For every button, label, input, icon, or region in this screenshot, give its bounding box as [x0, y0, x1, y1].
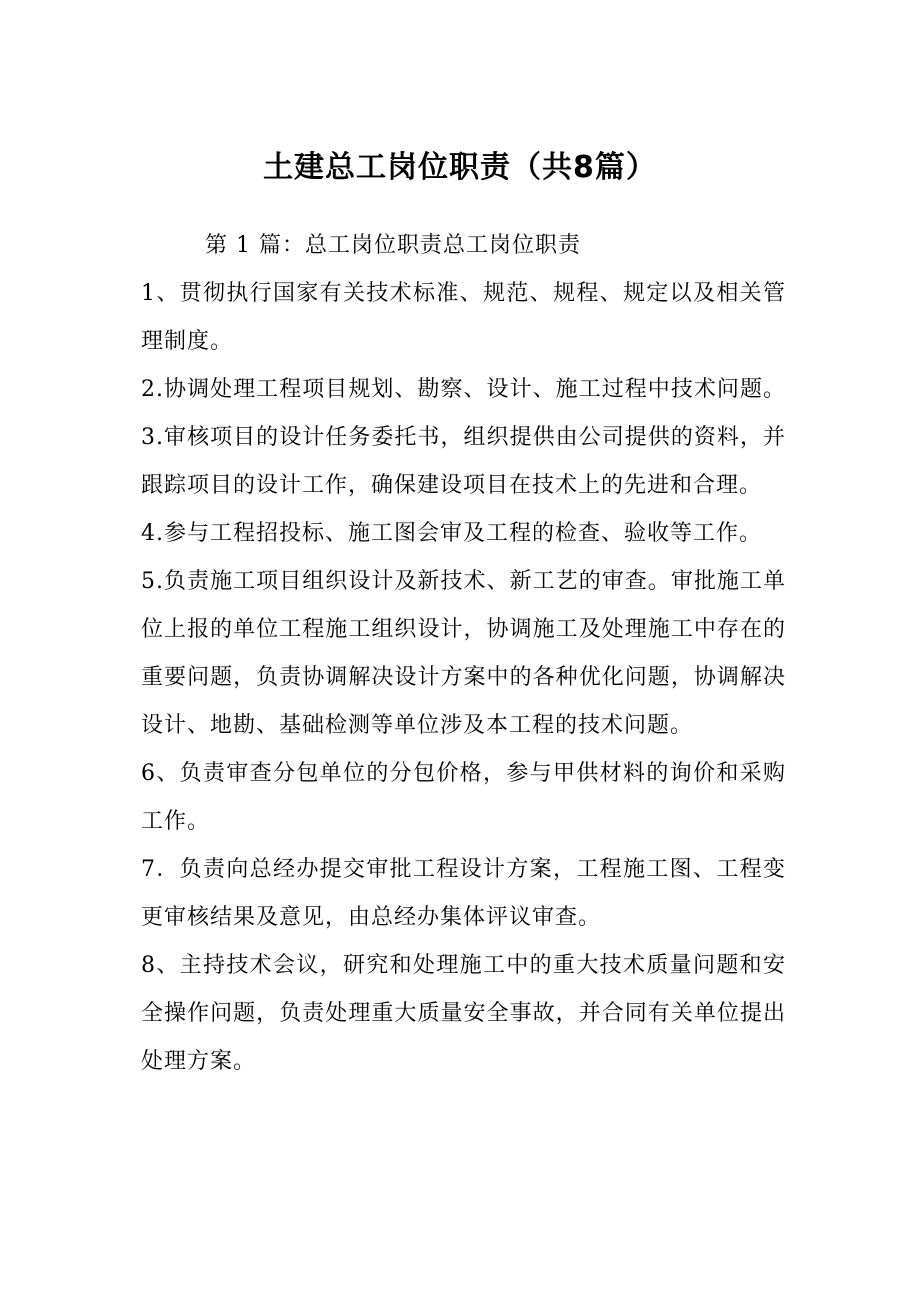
document-title: 土建总工岗位职责（共8篇） — [263, 150, 657, 185]
document-body — [141, 222, 786, 1086]
paragraph-2: 2.协调处理工程项目规划、勘察、设计、施工过程中技术问题。 3.审核项目的设计任务委托书，组织提供由公司提供的资料，并跟踪项目的设计工作，确保建设项目在技术上的先进和合理。 — [141, 377, 786, 498]
paragraph-1: 1、贯彻执行国家有关技术标准、规范、规程、规定以及相关管理制度。 — [141, 281, 786, 354]
paragraph-4: 5.负责施工项目组织设计及新技术、新工艺的审查。审批施工单位上报的单位工程施工组织设计，协调施工及处理施工中存在的重要问题，负责协调解决设计方案中的各种优化问题，协调解决设计、地勘、基础检测等单位涉及本工程的技术问题。 — [141, 569, 786, 738]
paragraph-7: 8、主持技术会议，研究和处理施工中的重大技术质量问题和安全操作问题，负责处理重大质量安全事故，并合同有关单位提出处理方案。 — [141, 953, 786, 1074]
paragraph-3: 4.参与工程招投标、施工图会审及工程的检查、验收等工作。 — [141, 521, 762, 546]
paragraph-6: 7．负责向总经办提交审批工程设计方案，工程施工图、工程变更审核结果及意见，由总经办集体评议审查。 — [141, 857, 786, 930]
paragraph-5: 6、负责审查分包单位的分包价格，参与甲供材料的询价和采购工作。 — [141, 761, 786, 834]
section-heading: 第 1 篇：总工岗位职责总工岗位职责 — [205, 233, 581, 258]
